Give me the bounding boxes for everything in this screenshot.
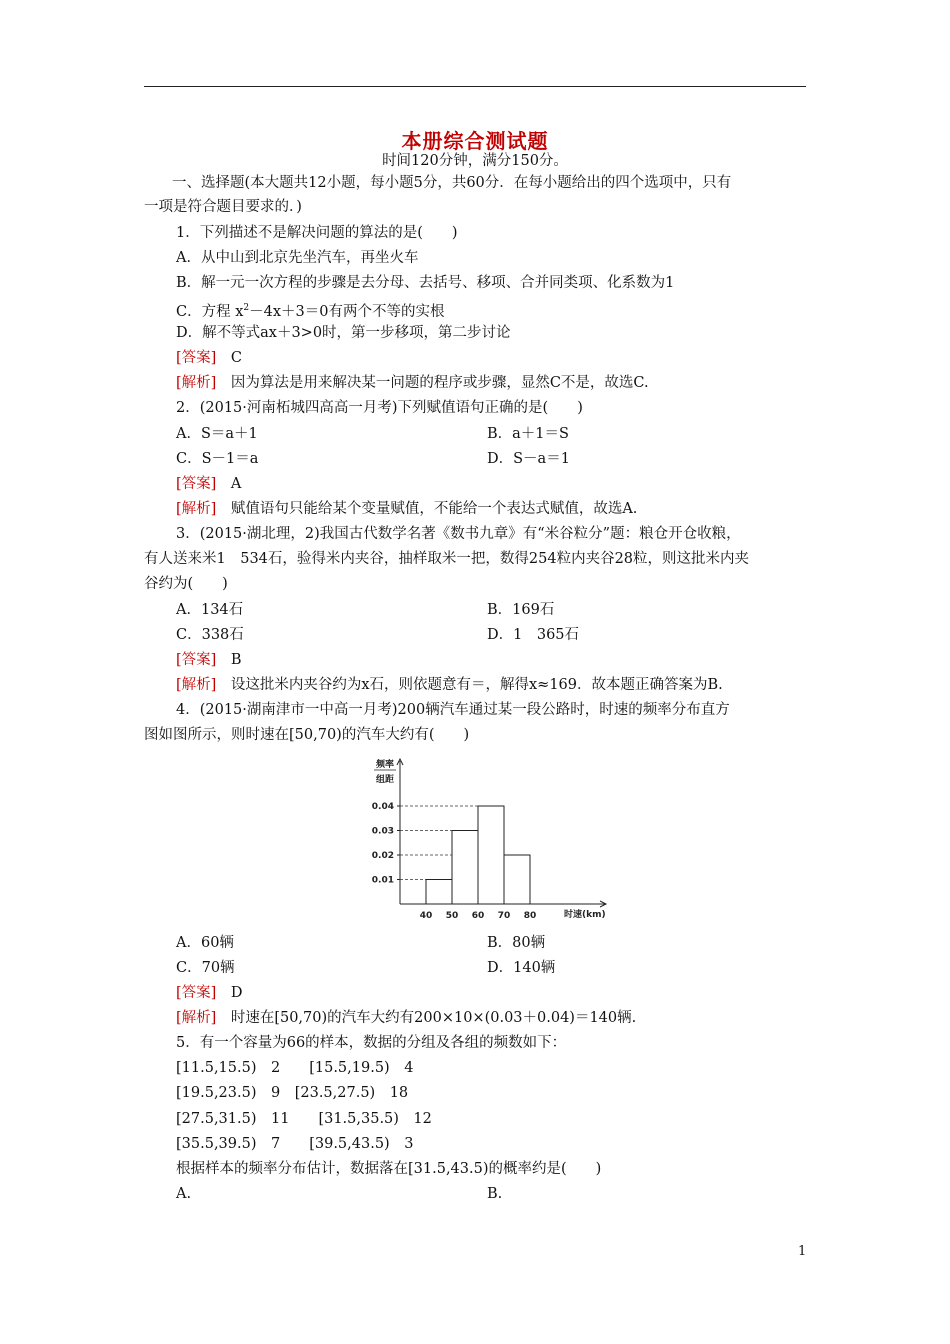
x-tick-label: 50 [445, 911, 459, 921]
analysis-tag: [解析] [176, 375, 217, 391]
option-a: A．134石 [176, 602, 244, 618]
question-stem: 5．有一个容量为66的样本，数据的分组及各组的频数如下： [176, 1035, 567, 1051]
option-c: C．S－1＝a [176, 451, 259, 467]
answer-tag: [答案] [176, 350, 217, 366]
y-label-top: 频率 [376, 760, 395, 770]
histogram-chart [366, 755, 626, 925]
option-b: B．80辆 [487, 935, 546, 951]
option-c: C．方程 $x^2-4x+3=0$有两个不等的实根 [176, 303, 445, 320]
question-stem: 根据样本的频率分布估计，数据落在[31.5,43.5)的概率约是( ) [176, 1161, 602, 1177]
option-b: B. [487, 1186, 503, 1202]
question-stem: 4．(2015·湖南津市一中高一月考)200辆汽车通过某一段公路时，时速的频率分布直方 [176, 702, 730, 718]
option-d: D．140辆 [487, 960, 556, 976]
option-d: D．1 365石 [487, 627, 580, 643]
group-row: [35.5,39.5) 7 [39.5,43.5) 3 [176, 1136, 414, 1152]
option-c: C．70辆 [176, 960, 235, 976]
option-a: A．S＝a＋1 [176, 426, 258, 442]
question-stem: 谷约为( ) [144, 576, 228, 592]
histogram-bar [426, 880, 452, 905]
x-tick-label: 80 [523, 911, 537, 921]
option-a: A．从中山到北京先坐汽车，再坐火车 [176, 250, 419, 266]
x-tick-label: 60 [471, 911, 485, 921]
y-tick-label: 0.02 [371, 851, 394, 861]
x-axis-label: 时速(km) [564, 910, 606, 920]
analysis-tag: [解析] [176, 501, 217, 517]
option-c: C．338石 [176, 627, 244, 643]
page-number: 1 [798, 1244, 807, 1259]
page-title: 本册综合测试题 [401, 129, 549, 153]
group-row: [19.5,23.5) 9 [23.5,27.5) 18 [176, 1085, 409, 1101]
option-a: A. [176, 1186, 192, 1202]
analysis-line: [解析] 时速在[50,70)的汽车大约有200×10×(0.03＋0.04)＝140辆. [176, 1010, 637, 1026]
y-label-bottom: 组距 [376, 775, 395, 785]
analysis-tag: [解析] [176, 677, 217, 693]
answer-line: [答案] D [176, 985, 243, 1001]
answer-line: [答案] B [176, 652, 242, 668]
answer-line: [答案] C [176, 350, 242, 366]
analysis-line: [解析] 设这批米内夹谷约为x石，则依题意有＝，解得x≈169．故本题正确答案为B. [176, 677, 723, 693]
y-tick-label: 0.03 [371, 826, 394, 837]
histogram-bar [452, 831, 478, 905]
intro-line: 一、选择题(本大题共12小题，每小题5分，共60分．在每小题给出的四个选项中，只有 [172, 175, 732, 191]
option-b: B．解一元一次方程的步骤是去分母、去括号、移项、合并同类项、化系数为1 [176, 275, 675, 291]
histogram-bar [504, 855, 530, 904]
header-rule [144, 86, 806, 87]
x-tick-label: 40 [419, 911, 433, 921]
answer-tag: [答案] [176, 985, 217, 1001]
histogram-bar [478, 806, 504, 904]
question-stem: 图如图所示，则时速在[50,70)的汽车大约有( ) [144, 727, 470, 743]
option-d: D．解不等式ax＋3>0时，第一步移项，第二步讨论 [176, 325, 511, 341]
option-d: D．S－a＝1 [487, 451, 570, 467]
answer-tag: [答案] [176, 652, 217, 668]
option-a: A．60辆 [176, 935, 234, 951]
analysis-tag: [解析] [176, 1010, 217, 1026]
group-row: [11.5,15.5) 2 [15.5,19.5) 4 [176, 1060, 414, 1076]
group-row: [27.5,31.5) 11 [31.5,35.5) 12 [176, 1111, 432, 1127]
y-tick-label: 0.04 [371, 802, 394, 812]
question-stem: 有人送来米1 534石，验得米内夹谷，抽样取米一把，数得254粒内夹谷28粒，则这批米内夹 [144, 551, 750, 567]
option-b: B．a＋1＝S [487, 426, 569, 442]
x-tick-label: 70 [497, 911, 511, 921]
y-tick-label: 0.01 [371, 875, 394, 886]
answer-line: [答案] A [176, 476, 242, 492]
page-subtitle: 时间120分钟，满分150分。 [382, 153, 568, 169]
analysis-line: [解析] 因为算法是用来解决某一问题的程序或步骤，显然C不是，故选C. [176, 375, 649, 391]
question-stem: 1．下列描述不是解决问题的算法的是( ) [176, 225, 458, 241]
option-b: B．169石 [487, 602, 555, 618]
answer-tag: [答案] [176, 476, 217, 492]
analysis-line: [解析] 赋值语句只能给某个变量赋值，不能给一个表达式赋值，故选A. [176, 501, 638, 517]
intro-line: 一项是符合题目要求的．) [144, 199, 302, 215]
question-stem: 2．(2015·河南柘城四高高一月考)下列赋值语句正确的是( ) [176, 400, 583, 416]
question-stem: 3．(2015·湖北理，2)我国古代数学名著《数书九章》有“米谷粒分”题：粮仓开仓收粮， [176, 526, 741, 542]
